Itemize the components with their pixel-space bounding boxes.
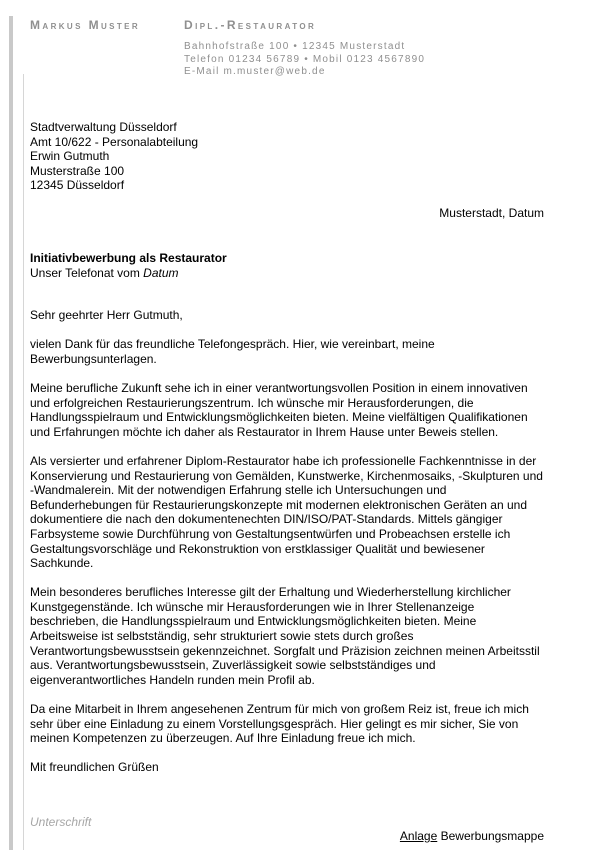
body-paragraph: vielen Dank für das freundliche Telefongespräch. Hier, wie vereinbart, meine Bewerbungsunterlagen. — [30, 337, 435, 366]
reference-date: Datum — [143, 265, 179, 280]
sender-contact — [184, 41, 425, 79]
subject-block — [30, 251, 227, 280]
subject-line: Initiativbewerbung als Restaurator — [30, 251, 227, 265]
enclosure-line — [400, 829, 544, 843]
enclosure-label: Anlage — [399, 829, 438, 843]
reference-prefix: Unser Telefonat vom — [30, 265, 144, 280]
left-margin-line — [23, 74, 24, 850]
letter-body — [30, 308, 546, 790]
salutation: Sehr geehrter Herr Gutmuth, — [30, 308, 183, 322]
body-paragraph: Als versierter und erfahrener Diplom-Restaurator habe ich professionelle Fachkenntnisse in der Konservierung und Restaurierung von Gemälden, Kunstwerke, Kirchenmosaiks, -Skulpturen und -Wandmalerein. Mit der notwendigen Erfahrung stelle ich Untersuchungen und Befunderhebungen für Restaurierungskonzepte mit modernen elektronischen Geräten an und dokumentiere die nach den dokumentenechten DIN/ISO/PAT-Standards. Mittels gängiger Farbsysteme sowie Durchführung von Gestaltungsentwürfen und Probeachsen erstelle ich Gestaltungsvorschläge und Rekonstruktion von erstklassiger Qualität und bewiesener Sachkunde. — [30, 453, 543, 571]
place-date: Musterstadt, Datum — [439, 206, 544, 220]
recipient-line: Erwin Gutmuth — [30, 149, 110, 164]
left-margin-bar — [9, 16, 13, 850]
sender-name: Markus Muster — [30, 18, 141, 32]
closing: Mit freundlichen Grüßen — [30, 760, 159, 775]
body-paragraph: Meine berufliche Zukunft sehe ich in einer verantwortungsvollen Position in einem innovativen und erfolgreichen Restaurierungszentrum. Ich wünsche mir Herausforderungen, die Handlungsspielraum und Entwicklungsmöglichkeiten bieten. Meine vielfältigen Qualifikationen und Erfahrungen möchte ich daher als Restaurator in Ihrem Hause unter Beweis stellen. — [30, 380, 528, 439]
sender-title: Dipl.-Restaurator — [184, 18, 317, 32]
recipient-line: Amt 10/622 - Personalabteilung — [30, 134, 199, 149]
recipient-line: 12345 Düsseldorf — [30, 178, 125, 193]
recipient-address — [30, 120, 198, 193]
body-paragraph: Da eine Mitarbeit in Ihrem angesehenen Zentrum für mich von großem Reiz ist, freue ich mich sehr über eine Einladung zu einem Vorstellungsgespräch. Hier gelingt es mir sicher, Sie von meinen Kompetenzen zu überzeugen. Auf Ihre Einladung freue ich mich. — [30, 702, 529, 746]
contact-email: E-Mail m.muster@web.de — [184, 66, 326, 77]
body-paragraph: Mein besonderes berufliches Interesse gilt der Erhaltung und Wiederherstellung kirchlicher Kunstgegenstände. Ich wünsche mir Herausforderungen wie in Ihrer Stellenanzeige beschrieben, die Handlungsspielraum und Entwicklungsmöglichkeiten bieten. Meine Arbeitsweise ist selbstständig, sehr strukturiert sowie stets durch großes Verantwortungsbewusstsein gekennzeichnet. Sorgfalt und Präzision zeichnen meinen Arbeitsstil aus. Verantwortungsbewusstsein, Zuverlässigkeit sowie selbstständiges und eigenverantwortliches Handeln runden mein Profil ab. — [30, 585, 540, 687]
reference-line — [30, 266, 227, 281]
recipient-line: Musterstraße 100 — [30, 163, 125, 178]
recipient-line: Stadtverwaltung Düsseldorf — [30, 120, 177, 134]
contact-phone: Telefon 01234 56789 • Mobil 0123 4567890 — [184, 53, 426, 65]
signature-placeholder: Unterschrift — [30, 815, 92, 829]
enclosure-text: Bewerbungsmappe — [437, 829, 544, 843]
contact-address: Bahnhofstraße 100 • 12345 Musterstadt — [184, 41, 406, 52]
